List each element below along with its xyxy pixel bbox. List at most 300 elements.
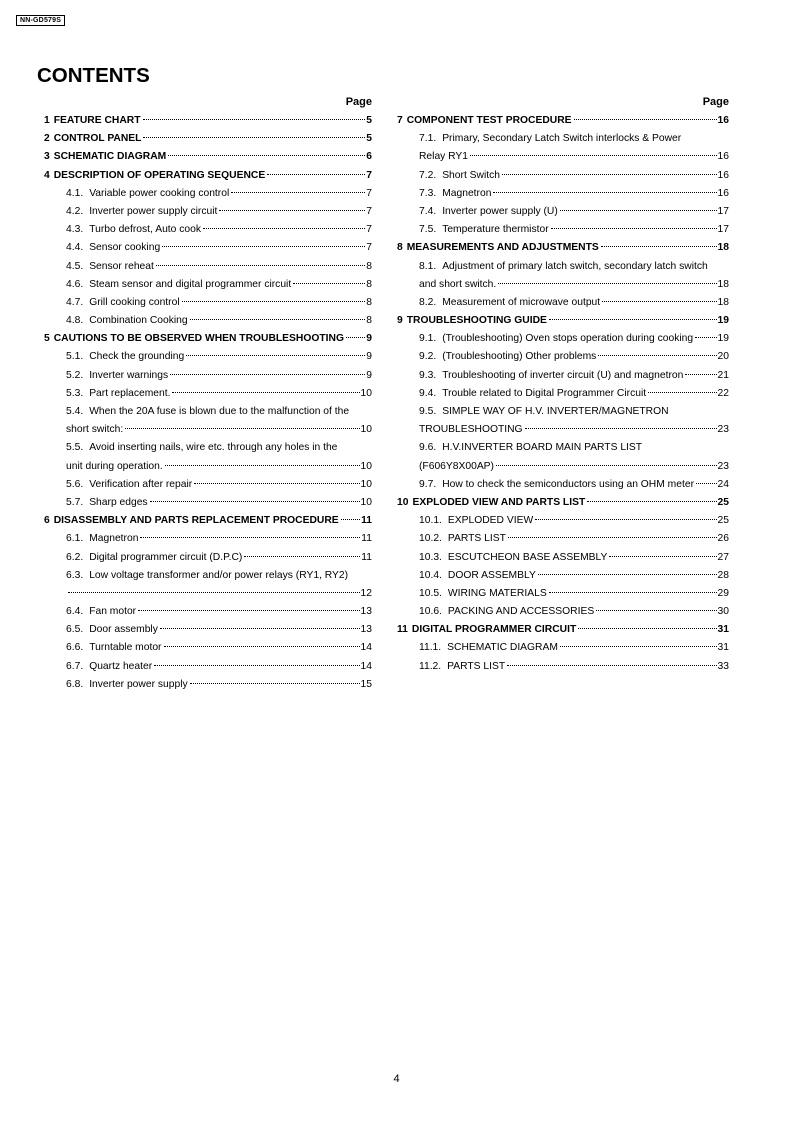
dot-leader [164, 646, 360, 647]
toc-entry-title: Inverter warnings [89, 369, 169, 381]
model-number-label: NN-GD579S [16, 15, 65, 26]
toc-entry[interactable] [397, 385, 729, 403]
dot-leader [138, 610, 359, 611]
toc-entry-title: and short switch. [419, 278, 497, 290]
toc-entry-number: 10 [397, 496, 409, 508]
toc-entry-page: 15 [360, 678, 372, 690]
toc-entry[interactable] [397, 512, 729, 530]
toc-entry-title: WIRING MATERIALS [447, 587, 547, 599]
toc-entry-line [44, 130, 372, 148]
dot-leader [493, 192, 716, 193]
dot-leader [502, 174, 717, 175]
toc-entry-page: 11 [361, 515, 372, 527]
toc-entry[interactable] [44, 549, 372, 567]
toc-entry-number: 11 [397, 624, 408, 636]
toc-entry[interactable] [397, 167, 729, 185]
toc-entry-title: Inverter power supply (U) [442, 205, 558, 217]
toc-entry-number: 9.2. [419, 351, 437, 363]
dot-leader [156, 265, 365, 266]
toc-entry-page: 10 [360, 478, 372, 490]
toc-list-right [397, 112, 729, 676]
toc-entry[interactable] [397, 639, 729, 657]
toc-entry[interactable] [44, 639, 372, 657]
toc-entry-line [397, 130, 729, 148]
toc-entry-title: Relay RY1 [419, 151, 469, 163]
toc-entry-page: 33 [717, 660, 729, 672]
toc-entry-line [44, 203, 372, 221]
dot-leader [244, 556, 360, 557]
toc-entry-number: 1 [44, 115, 50, 126]
toc-entry-number: 4.7. [66, 296, 84, 308]
toc-entry-line [397, 421, 729, 439]
toc-entry-title: Combination Cooking [89, 315, 188, 327]
toc-entry-page: 23 [717, 460, 729, 472]
dot-leader [549, 592, 717, 593]
toc-entry-line [397, 367, 729, 385]
toc-entry-page: 14 [360, 642, 372, 654]
toc-entry-line [44, 403, 372, 421]
toc-entry-title: Fan motor [89, 606, 137, 618]
toc-entry-title: unit during operation. [66, 460, 163, 472]
toc-entry[interactable] [44, 476, 372, 494]
toc-entry-line [44, 567, 372, 585]
toc-entry-title: Part replacement. [89, 387, 171, 399]
dot-leader [551, 228, 717, 229]
toc-entry-number: 6 [44, 515, 50, 527]
dot-leader [219, 210, 365, 211]
toc-entry-number: 9.7. [419, 478, 437, 490]
dot-leader [143, 119, 366, 120]
toc-entry-page: 10 [360, 387, 372, 399]
toc-entry[interactable] [397, 549, 729, 567]
toc-entry-line [44, 258, 372, 276]
toc-entry-title: COMPONENT TEST PROCEDURE [406, 115, 572, 126]
toc-entry-title: Inverter power supply [89, 678, 188, 690]
toc-entry-page: 11 [361, 533, 372, 545]
page-title: CONTENTS [37, 64, 150, 87]
toc-entry-number: 10.1. [419, 515, 442, 527]
toc-entry[interactable] [397, 585, 729, 603]
toc-entry[interactable] [44, 312, 372, 330]
toc-entry[interactable] [44, 239, 372, 257]
toc-entry[interactable] [44, 348, 372, 366]
toc-entry-title: Turntable motor [89, 642, 162, 654]
toc-entry[interactable] [397, 312, 729, 330]
toc-entry-page: 19 [717, 333, 729, 345]
dot-leader [609, 556, 716, 557]
toc-entry-line [397, 603, 729, 621]
toc-entry-title: MEASUREMENTS AND ADJUSTMENTS [406, 242, 599, 254]
toc-entry[interactable] [397, 494, 729, 512]
toc-entry-page: 22 [717, 387, 729, 399]
toc-entry[interactable] [44, 203, 372, 221]
toc-entry-line [397, 312, 729, 330]
toc-entry-number: 8 [397, 242, 403, 254]
toc-entry-page: 16 [717, 187, 729, 199]
toc-entry-title: PARTS LIST [447, 533, 506, 545]
toc-entry-title: Turbo defrost, Auto cook [89, 224, 201, 236]
toc-entry-page: 9 [366, 351, 372, 363]
toc-entry-line [397, 348, 729, 366]
toc-entry[interactable] [397, 567, 729, 585]
toc-entry[interactable] [44, 148, 372, 166]
toc-entry-title: Verification after repair [89, 478, 193, 490]
dot-leader [182, 301, 366, 302]
toc-entry[interactable] [44, 439, 372, 475]
toc-entry-page: 16 [717, 169, 729, 181]
toc-entry-number: 5.4. [66, 406, 84, 417]
toc-entry-page: 24 [717, 478, 729, 490]
dot-leader [602, 301, 716, 302]
toc-entry[interactable] [397, 294, 729, 312]
toc-entry-title: Sharp edges [89, 496, 148, 508]
toc-entry-number: 5.7. [66, 496, 84, 508]
toc-entry-page: 17 [717, 205, 729, 217]
toc-entry[interactable] [44, 603, 372, 621]
toc-entry-page: 27 [717, 551, 729, 563]
toc-entry-title: DESCRIPTION OF OPERATING SEQUENCE [53, 169, 266, 181]
toc-entry-number: 9.4. [419, 387, 437, 399]
toc-entry-number: 9.5. [419, 406, 437, 417]
dot-leader [596, 610, 716, 611]
toc-entry-line [397, 439, 729, 457]
toc-entry-page: 5 [366, 115, 372, 126]
toc-entry[interactable] [44, 385, 372, 403]
dot-leader [165, 465, 360, 466]
toc-entry-number: 6.3. [66, 569, 84, 581]
toc-entry-line [397, 385, 729, 403]
toc-entry[interactable] [44, 185, 372, 203]
toc-entry-line [397, 294, 729, 312]
toc-entry-page: 7 [366, 242, 372, 254]
toc-entry[interactable] [44, 403, 372, 439]
toc-entry-line [397, 621, 729, 639]
dot-leader [341, 519, 360, 520]
page-column-header: Page [345, 96, 372, 108]
toc-entry-title: Troubleshooting of inverter circuit (U) and magnetron [442, 369, 684, 381]
toc-entry-title: CAUTIONS TO BE OBSERVED WHEN TROUBLESHOOTING [53, 333, 344, 345]
toc-entry-title: DIGITAL PROGRAMMER CIRCUIT [411, 624, 577, 636]
toc-entry-title: DISASSEMBLY AND PARTS REPLACEMENT PROCEDURE [53, 515, 339, 527]
dot-leader [470, 155, 717, 156]
toc-entry-page: 28 [717, 569, 729, 581]
toc-entry[interactable] [44, 567, 372, 603]
toc-entry[interactable] [44, 294, 372, 312]
toc-entry[interactable] [397, 130, 729, 166]
toc-entry-number: 6.6. [66, 642, 84, 654]
dot-leader [346, 337, 365, 338]
dot-leader [549, 319, 717, 320]
toc-entry[interactable] [44, 130, 372, 148]
dot-leader [203, 228, 365, 229]
toc-entry-line [44, 639, 372, 657]
toc-entry[interactable] [44, 112, 372, 130]
dot-leader [598, 355, 716, 356]
dot-leader [685, 374, 716, 375]
toc-entry[interactable] [44, 221, 372, 239]
toc-entry-number: 7.4. [419, 205, 437, 217]
dot-leader [535, 519, 716, 520]
dot-leader [150, 501, 360, 502]
toc-entry-line [397, 148, 729, 166]
toc-entry-page: 18 [717, 242, 729, 254]
dot-leader [160, 628, 360, 629]
toc-entry[interactable] [44, 621, 372, 639]
toc-entry-number: 11.1. [419, 642, 442, 654]
toc-entry-line [44, 385, 372, 403]
toc-entry-page: 7 [366, 224, 372, 236]
toc-entry-title: Adjustment of primary latch switch, secondary latch switch [442, 260, 708, 272]
dot-leader [231, 192, 365, 193]
toc-entry-line [397, 112, 729, 130]
toc-entry-line [44, 512, 372, 530]
toc-entry-line [44, 294, 372, 312]
toc-entry-line [44, 494, 372, 512]
toc-entry[interactable] [397, 621, 729, 639]
toc-entry[interactable] [44, 676, 372, 694]
toc-entry-line [44, 549, 372, 567]
toc-entry-line [44, 621, 372, 639]
toc-entry-line [44, 421, 372, 439]
toc-entry-number: 4.4. [66, 242, 84, 254]
dot-leader [508, 537, 717, 538]
dot-leader [140, 537, 360, 538]
toc-entry-title: Grill cooking control [89, 296, 180, 308]
toc-entry-line [397, 167, 729, 185]
toc-entry[interactable] [397, 330, 729, 348]
toc-entry-line [44, 603, 372, 621]
dot-leader [170, 374, 365, 375]
toc-entry-title: Quartz heater [89, 660, 153, 672]
toc-entry-number: 11.2. [419, 660, 442, 672]
toc-entry[interactable] [397, 658, 729, 676]
page-column-header: Page [702, 96, 729, 108]
toc-entry-page: 17 [717, 224, 729, 236]
dot-leader [125, 428, 359, 429]
toc-entry-line [397, 239, 729, 257]
toc-entry[interactable] [397, 258, 729, 294]
toc-entry[interactable] [44, 258, 372, 276]
toc-entry[interactable] [44, 512, 372, 530]
toc-entry-title: Variable power cooking control [89, 187, 230, 199]
dot-leader [538, 574, 717, 575]
toc-entry-title: DOOR ASSEMBLY [447, 569, 536, 581]
toc-entry-page: 8 [366, 260, 372, 272]
toc-entry-title: Short Switch [442, 169, 500, 181]
toc-entry-number: 9.6. [419, 442, 437, 454]
toc-entry-number: 4 [44, 169, 50, 181]
toc-entry[interactable] [44, 658, 372, 676]
toc-entry[interactable] [397, 221, 729, 239]
toc-entry[interactable] [397, 367, 729, 385]
dot-leader [186, 355, 365, 356]
toc-entry-line [44, 276, 372, 294]
dot-leader [172, 392, 359, 393]
toc-entry-line [44, 348, 372, 366]
toc-entry-title: FEATURE CHART [53, 115, 141, 126]
toc-entry-number: 4.8. [66, 315, 84, 327]
toc-entry-line [397, 185, 729, 203]
toc-entry[interactable] [44, 276, 372, 294]
toc-entry-number: 5.5. [66, 442, 84, 454]
toc-entry-line [44, 658, 372, 676]
toc-entry-line [397, 512, 729, 530]
toc-entry-line [397, 458, 729, 476]
toc-entry-line [44, 476, 372, 494]
toc-entry-page: 19 [717, 315, 729, 327]
toc-entry-title: EXPLODED VIEW [447, 515, 534, 527]
toc-entry-number: 5 [44, 333, 50, 345]
toc-entry-line [397, 476, 729, 494]
toc-entry-number: 10.6. [419, 606, 442, 618]
toc-entry[interactable] [44, 367, 372, 385]
toc-entry-title: CONTROL PANEL [53, 133, 142, 145]
toc-entry-title: Sensor reheat [89, 260, 154, 272]
toc-entry[interactable] [397, 239, 729, 257]
toc-entry-number: 7.3. [419, 187, 437, 199]
toc-entry[interactable] [397, 348, 729, 366]
toc-entry-line [44, 367, 372, 385]
toc-entry-page: 29 [717, 587, 729, 599]
toc-entry-title: Low voltage transformer and/or power relays (RY1, RY2) [89, 569, 349, 581]
toc-entry-page: 23 [717, 424, 729, 436]
toc-entry-page: 26 [717, 533, 729, 545]
toc-entry-number: 10.2. [419, 533, 442, 545]
toc-entry-title: SCHEMATIC DIAGRAM [447, 642, 558, 654]
toc-entry[interactable] [397, 439, 729, 475]
toc-entry-page: 13 [360, 606, 372, 618]
dot-leader [168, 155, 365, 156]
toc-entry[interactable] [397, 603, 729, 621]
toc-entry-number: 7.1. [419, 133, 437, 145]
dot-leader [293, 283, 365, 284]
toc-entry[interactable] [397, 403, 729, 439]
toc-entry-page: 25 [717, 515, 729, 527]
toc-entry-line [397, 567, 729, 585]
toc-entry-page: 9 [366, 369, 372, 381]
toc-entry-page: 16 [717, 151, 729, 163]
toc-entry-number: 6.8. [66, 678, 84, 690]
toc-entry[interactable] [397, 476, 729, 494]
toc-entry-number: 6.7. [66, 660, 84, 672]
dot-leader [648, 392, 716, 393]
toc-entry-line [44, 221, 372, 239]
toc-entry-line [397, 403, 729, 421]
toc-entry-line [397, 276, 729, 294]
toc-entry-title: short switch: [66, 424, 124, 436]
toc-entry-page: 7 [366, 205, 372, 217]
toc-entry-number: 4.5. [66, 260, 84, 272]
dot-leader [507, 665, 716, 666]
toc-entry-line [44, 458, 372, 476]
toc-entry-number: 4.6. [66, 278, 84, 290]
toc-column-right [397, 94, 729, 676]
toc-entry-title: EXPLODED VIEW AND PARTS LIST [412, 496, 586, 508]
toc-entry-title: Check the grounding [89, 351, 185, 363]
toc-entry-line [397, 549, 729, 567]
toc-entry[interactable] [397, 203, 729, 221]
toc-entry-number: 5.3. [66, 387, 84, 399]
toc-entry-page: 6 [366, 151, 372, 163]
toc-entry-title: Trouble related to Digital Programmer Circuit [442, 387, 647, 399]
toc-entry-title: Magnetron [89, 533, 139, 545]
toc-entry-number: 2 [44, 133, 50, 145]
toc-entry-title: Avoid inserting nails, wire etc. through any holes in the [89, 442, 338, 454]
toc-entry-line [397, 639, 729, 657]
toc-entry-number: 7.2. [419, 169, 437, 181]
toc-entry-number: 4.2. [66, 205, 84, 217]
toc-entry-page: 8 [366, 278, 372, 290]
dot-leader [190, 683, 360, 684]
toc-entry-page: 13 [360, 624, 372, 636]
toc-entry[interactable] [44, 494, 372, 512]
toc-entry-title: H.V.INVERTER BOARD MAIN PARTS LIST [442, 442, 643, 454]
toc-entry-page: 7 [366, 169, 372, 181]
toc-entry-page: 31 [717, 624, 729, 636]
toc-entry-page: 10 [360, 460, 372, 472]
toc-entry-line [44, 676, 372, 694]
dot-leader [68, 592, 360, 593]
toc-entry-number: 7.5. [419, 224, 437, 236]
toc-entry-line [397, 221, 729, 239]
toc-entry-line [44, 112, 372, 130]
toc-entry-title: Temperature thermistor [442, 224, 549, 236]
toc-entry-title: (Troubleshooting) Oven stops operation during cooking [442, 333, 694, 345]
toc-entry-title: Measurement of microwave output [442, 296, 601, 308]
toc-entry-number: 3 [44, 151, 50, 163]
toc-list-left [44, 112, 372, 694]
toc-entry-title: Digital programmer circuit (D.P.C) [89, 551, 243, 563]
toc-entry-title: SCHEMATIC DIAGRAM [53, 151, 167, 163]
toc-entry-line [44, 312, 372, 330]
toc-entry-line [44, 330, 372, 348]
toc-entry-number: 5.1. [66, 351, 84, 363]
toc-entry-title: Sensor cooking [89, 242, 161, 254]
toc-entry-number: 4.3. [66, 224, 84, 236]
dot-leader [574, 119, 717, 120]
dot-leader [496, 465, 717, 466]
toc-entry-title: SIMPLE WAY OF H.V. INVERTER/MAGNETRON [442, 406, 669, 417]
toc-entry-line [44, 167, 372, 185]
toc-entry-title: When the 20A fuse is blown due to the malfunction of the [89, 406, 350, 417]
toc-entry[interactable] [44, 330, 372, 348]
toc-entry-page: 8 [366, 315, 372, 327]
dot-leader [587, 501, 716, 502]
toc-entry-number: 9 [397, 315, 403, 327]
toc-entry-page: 18 [717, 296, 729, 308]
toc-entry-number: 9.3. [419, 369, 437, 381]
toc-entry-number: 5.2. [66, 369, 84, 381]
toc-entry-line [397, 203, 729, 221]
dot-leader [190, 319, 366, 320]
toc-entry[interactable] [397, 185, 729, 203]
toc-entry-line [44, 530, 372, 548]
toc-entry[interactable] [44, 530, 372, 548]
page-number: 4 [393, 1073, 400, 1085]
toc-entry-title: Magnetron [442, 187, 492, 199]
toc-entry[interactable] [397, 112, 729, 130]
toc-entry-number: 6.1. [66, 533, 84, 545]
toc-entry-page: 30 [717, 606, 729, 618]
toc-entry[interactable] [44, 167, 372, 185]
toc-entry-line [397, 494, 729, 512]
dot-leader [162, 246, 365, 247]
dot-leader [154, 665, 359, 666]
toc-entry-number: 10.4. [419, 569, 442, 581]
toc-entry-title: TROUBLESHOOTING GUIDE [406, 315, 547, 327]
toc-entry[interactable] [397, 530, 729, 548]
toc-entry-line [397, 658, 729, 676]
